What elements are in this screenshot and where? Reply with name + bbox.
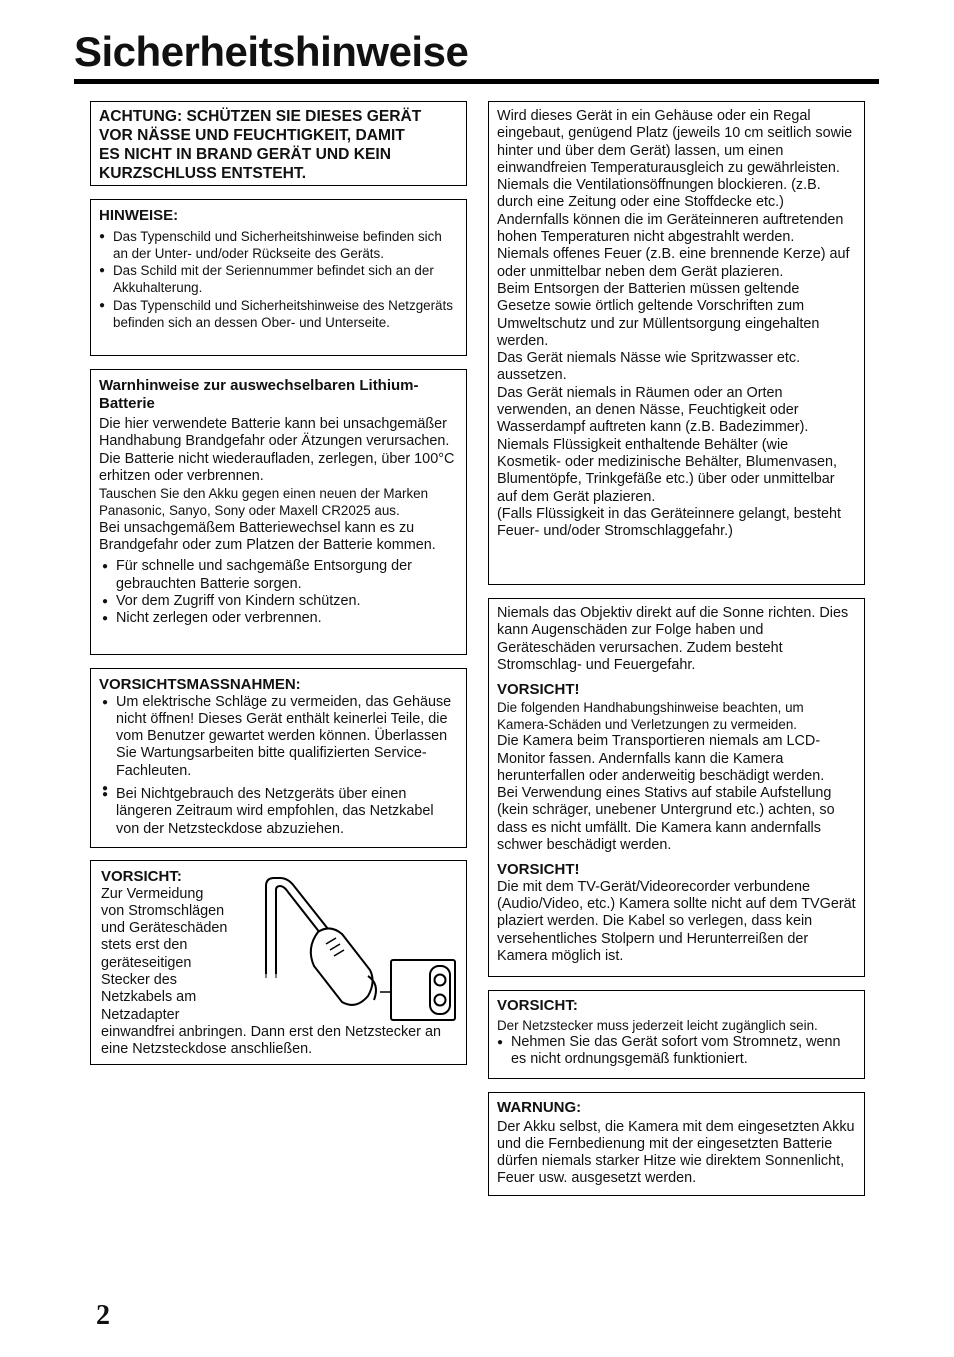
hinweise-box — [90, 199, 467, 356]
paragraph: Die Kamera beim Transportieren niemals am LCD-Monitor fassen. Andernfalls kann die Kamera herunterfallen oder anderweitig beschädigt werden. — [497, 733, 825, 784]
list-item: ● Um elektrische Schläge zu vermeiden, das Gehäuse nicht öffnen! Dieses Gerät enthält keinerlei Teile, die vom Benutzer gewartet werden können. Überlassen Sie Wartungsarbeiten bitte qualifizierten Service-Fachleuten. — [102, 694, 458, 780]
text-line: geräteseitigen — [101, 954, 192, 971]
page-title: Sicherheitshinweise — [74, 28, 469, 75]
page-number: 2 — [96, 1300, 110, 1331]
achtung-box — [90, 101, 467, 186]
list-item: ● Das Typenschild und Sicherheitshinweise befinden sich an der Unter- und/oder Rückseite des Geräts. — [99, 228, 458, 263]
paragraph: Niemals das Objektiv direkt auf die Sonne richten. Dies kann Augenschäden zur Folge haben und Geräteschäden verursachen. Zudem besteht Stromschlag- und Feuergefahr. — [497, 605, 849, 673]
text-line: Zur Vermeidung — [101, 885, 204, 902]
paragraph: Bei Verwendung eines Stativs auf stabile Aufstellung (kein schräger, unebener Untergrund etc.) achten, so dass es nicht umfällt. Die Kamera kann andernfalls schwer beschädigt werden. — [497, 785, 835, 854]
lithium-text: Die hier verwendete Batterie kann bei unsachgemäßer Handhabung Brandgefahr oder Ätzungen verursachen. — [99, 416, 450, 450]
power-plug-illustration-icon — [258, 874, 463, 1024]
paragraph: Niemals die Ventilationsöffnungen blockieren. (z.B. durch eine Zeitung oder eine Stoffdecke etc.) Andernfalls können die im Geräteinneren auftretenden hohen Temperaturen nicht abgestrahlt werden. — [497, 177, 844, 246]
lithium-text: Tauschen Sie den Akku gegen einen neuen der Marken Panasonic, Sanyo, Sony oder Maxell CR2025 aus. — [99, 486, 429, 519]
achtung-line: VOR NÄSSE UND FEUCHTIGKEIT, DAMIT — [99, 127, 405, 144]
list-item: ● Nicht zerlegen oder verbrennen. — [102, 610, 458, 627]
text-line: Netzadapter — [101, 1006, 180, 1023]
list-item: ● Das Typenschild und Sicherheitshinweise des Netzgeräts befinden sich an dessen Ober- und Unterseite. — [99, 297, 458, 332]
paragraph: Wird dieses Gerät in ein Gehäuse oder ein Regal eingebaut, genügend Platz (jeweils 10 cm seitlich sowie hinter und über dem Gerät) lassen, um einen einwandfreien Temperaturausgleich zu gewährleisten. — [497, 108, 853, 176]
list-item: ● Vor dem Zugriff von Kindern schützen. — [102, 593, 458, 610]
vorsicht-heading: VORSICHT! — [497, 681, 580, 699]
warnung-heading: WARNUNG: — [497, 1099, 582, 1116]
vorsicht-heading: VORSICHT: — [497, 997, 578, 1014]
lithium-text: Die Batterie nicht wiederaufladen, zerlegen, über 100°C erhitzen oder verbrennen. — [99, 450, 455, 484]
paragraph: (Falls Flüssigkeit in das Geräteinnere gelangt, besteht Feuer- und/oder Stromschlaggefahr.) — [497, 505, 841, 540]
lithium-box — [90, 369, 467, 655]
paragraph: Die folgenden Handhabungshinweise beachten, um Kamera-Schäden und Verletzungen zu vermeiden. — [497, 699, 804, 732]
text-line: von Stromschlägen — [101, 902, 225, 919]
list-item: ● Bei Nichtgebrauch des Netzgeräts über einen längeren Zeitraum wird empfohlen, das Netzkabel von der Netzsteckdose abzuziehen. — [102, 786, 458, 838]
vorsichtsmassnahmen-list — [99, 694, 458, 838]
paragraph: Der Netzstecker muss jederzeit leicht zugänglich sein. — [497, 1017, 818, 1033]
list-item: ● Für schnelle und sachgemäße Entsorgung der gebrauchten Batterie sorgen. — [102, 558, 458, 593]
achtung-line: KURZSCHLUSS ENTSTEHT. — [99, 165, 307, 182]
netzstecker-box — [488, 990, 865, 1079]
paragraph: Das Gerät niemals in Räumen oder an Orten verwenden, an denen Nässe, Feuchtigkeit oder Wasserdampf auftreten kann (z.B. Badezimmer). — [497, 384, 809, 436]
achtung-line: ACHTUNG: SCHÜTZEN SIE DIESES GERÄT — [99, 108, 422, 125]
list-item: ● Nehmen Sie das Gerät sofort vom Stromnetz, wenn es nicht ordnungsgemäß funktioniert. — [497, 1034, 856, 1069]
paragraph: Das Gerät niemals Nässe wie Spritzwasser etc. aussetzen. — [497, 350, 801, 384]
list-item: ● Das Schild mit der Seriennummer befindet sich an der Akkuhalterung. — [99, 262, 458, 297]
vorsicht-tail: einwandfrei anbringen. Dann erst den Netzstecker an eine Netzsteckdose anschließen. — [101, 1023, 441, 1058]
lithium-text: Bei unsachgemäßem Batteriewechsel kann es zu Brandgefahr oder zum Platzen der Batterie kommen. — [99, 519, 436, 554]
vorsichtsmassnahmen-box — [90, 668, 467, 848]
lithium-list — [99, 558, 458, 627]
general-safety-box — [488, 101, 865, 585]
paragraph: Niemals offenes Feuer (z.B. eine brennende Kerze) auf oder unmittelbar neben dem Gerät plazieren. — [497, 246, 850, 280]
text-line: Netzkabels am — [101, 989, 197, 1006]
vorsicht-heading: VORSICHT: — [101, 868, 182, 885]
paragraph: Die mit dem TV-Gerät/Videorecorder verbundene (Audio/Video, etc.) Kamera sollte nicht auf dem TVGerät plaziert werden. Die Kabel so verlegen, dass kein versehentliches Stolpern und Herunterreißen der Kamera möglich ist. — [497, 878, 856, 965]
vorsicht-narrow-text — [101, 886, 251, 1024]
text-line: und Geräteschäden — [101, 920, 228, 937]
camera-handling-box — [488, 598, 865, 977]
netz-list — [497, 1034, 856, 1069]
paragraph: Beim Entsorgen der Batterien müssen geltende Gesetze sowie örtlich geltende Vorschriften zum Umweltschutz und zur Müllentsorgung eingehalten werden. — [497, 280, 820, 349]
warnung-box — [488, 1092, 865, 1196]
lithium-heading: Warnhinweise zur auswechselbaren Lithium-Batterie — [99, 377, 419, 412]
hinweise-list — [99, 228, 458, 332]
vorsicht-heading: VORSICHT! — [497, 861, 580, 879]
text-line: stets erst den — [101, 937, 188, 954]
paragraph: Niemals Flüssigkeit enthaltende Behälter (wie Kosmetik- oder medizinische Behälter, Blumenvasen, Blumentöpfe, Trinkgefäße etc.) über oder unmittelbar auf dem Gerät plazieren. — [497, 436, 837, 505]
paragraph: Der Akku selbst, die Kamera mit dem eingesetzten Akku und die Fernbedienung mit der eingesetzten Batterie dürfen niemals starker Hitze wie direktem Sonnenlicht, Feuer usw. ausgesetzt werden. — [497, 1118, 855, 1187]
text-line: Stecker des — [101, 971, 177, 988]
title-rule — [74, 79, 879, 84]
vorsichtsmassnahmen-heading: VORSICHTSMASSNAHMEN: — [99, 676, 301, 693]
achtung-line: ES NICHT IN BRAND GERÄT UND KEIN — [99, 146, 391, 163]
hinweise-heading: HINWEISE: — [99, 207, 179, 224]
